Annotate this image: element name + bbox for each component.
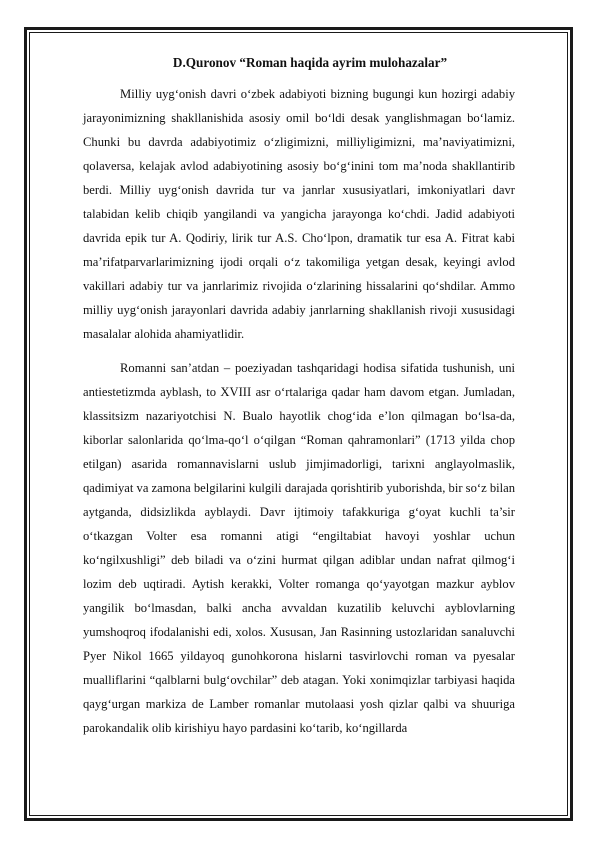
paragraph-1: Milliy uyg‘onish davri o‘zbek adabiyoti bizning bugungi kun hozirgi adabiy jarayonimizning shakllanishida asosiy omil bo‘ldi desak yanglishmagan bo‘lamiz. Chunki bu davrda adabiyotimiz o‘zligimizni, milliyligimizni, ma’naviyatimizni, qolaversa, kelajak avlod adabiyotining asosiy bo‘g‘inini tom ma’noda shakllantirib berdi. Milliy uyg‘onish davrida tur va janrlar xususiyatlari, imkoniyatlari davr talabidan kelib chiqib yangilandi va yangicha jarayonga ko‘chdi. Jadid adabiyoti davrida epik tur A. Qodiriy, lirik tur A.S. Cho‘lpon, dramatik tur esa A. Fitrat kabi ma’rifatparvarlarimizning ijodi orqali o‘z takomiliga yetgan desak, keyingi avlod vakillari adabiy tur va janrlarimiz rivojida o‘zlarining hissalarini qo‘shdilar. Ammo milliy uyg‘onish jarayonlari davrida adabiy janrlarning shakllanish rivoji xususidagi masalalar alohida ahamiyatlidir.: [83, 87, 515, 341]
paragraph-2: Romanni san’atdan – poeziyadan tashqaridagi hodisa sifatida tushunish, uni antiestetizmda ayblash, to XVIII asr o‘rtalariga qadar ham davom etgan. Jumladan, klassitsizm nazariyotchisi N. Bualo hayotlik chog‘ida e’lon qilmagan bo‘lsa-da, kiborlar salonlarida qo‘lma-qo‘l o‘qilgan “Roman qahramonlari” (1713 yilda chop etilgan) asarida romannavislarni uslub jimjimadorligi, tarixni anglayolmaslik, qadimiyat va zamona belgilarini kulgili darajada qorishtirib yuborishda, bir so‘z bilan aytganda, didsizlikda ayblaydi. Davr ijtimoiy tafakkuriga g‘oyat kuchli ta’sir o‘tkazgan Volter esa romanni atigi “engiltabiat havoyi yoshlar uchun ko‘ngilxushligi” deb biladi va o‘zini hurmat qilgan adiblar undan nafrat qilmog‘i lozim deb uqtiradi. Aytish kerakki, Volter romanga qo‘yayotgan mazkur ayblov yangilik bo‘lmasdan, balki ancha avvaldan kuzatilib keluvchi ayblovlarning yumshoqroq ifodalanishi edi, xolos. Xususan, Jan Rasinning ustozlaridan sanaluvchi Pyer Nikol 1665 yildayoq gunohkorona hislarni tasvirlovchi roman va pyesalar mualliflarini “qalblarni bulg‘ovchilar” deb atagan. Yoki xonimqizlar tarbiyasi haqida qayg‘urgan markiza de Lamber romanlar mutolaasi yosh qizlar qalbi va shuuriga parokandalik olib kirishiyu hayo pardasini ko‘tarib, ko‘ngillarda: [83, 361, 515, 735]
document-title: D.Quronov “Roman haqida ayrim mulohazalar”: [172, 55, 448, 70]
document-body: [83, 54, 515, 750]
